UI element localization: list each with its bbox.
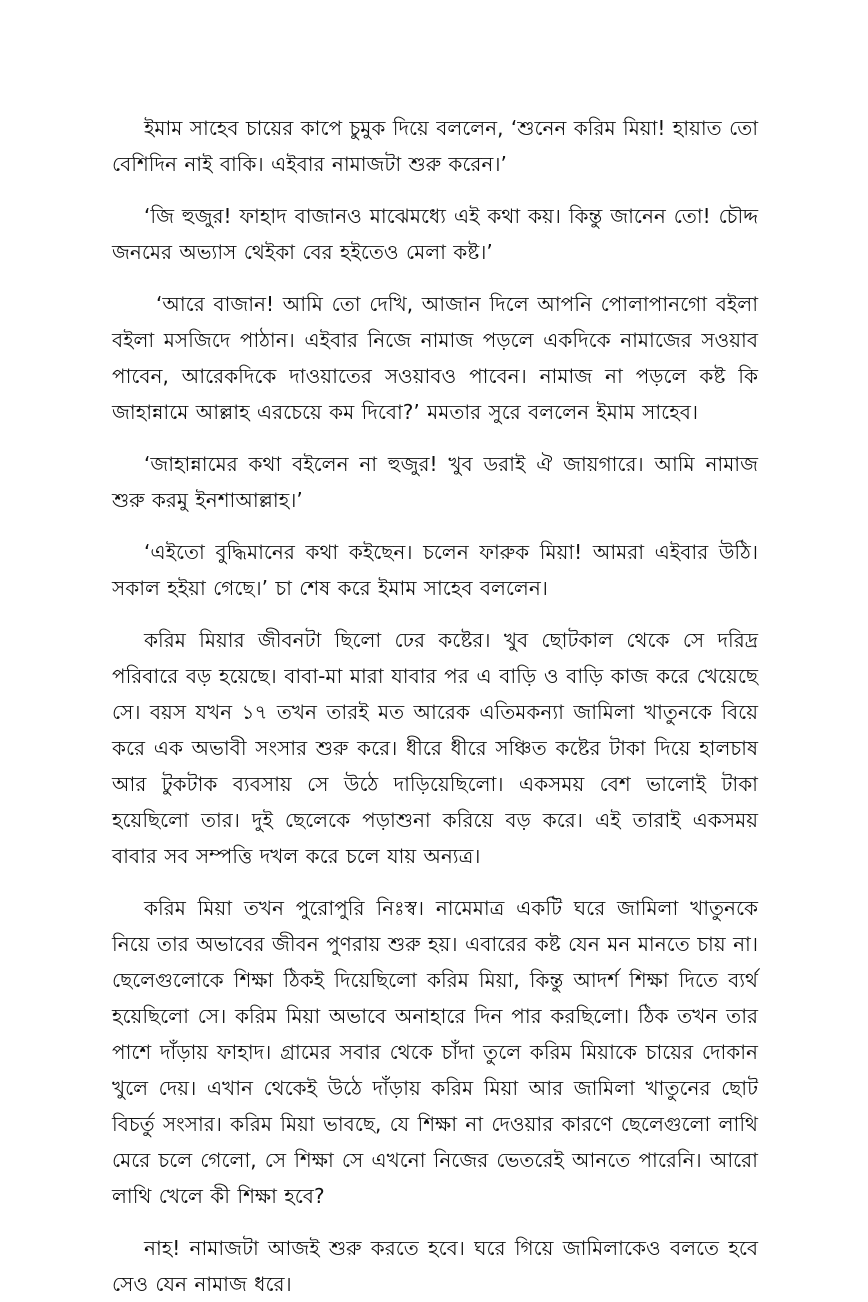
- paragraph-karim-backstory: করিম মিয়ার জীবনটা ছিলো ঢের কষ্টের। খুব ছোটকাল থেকে সে দরিদ্র পরিবারে বড় হয়েছে। বাবা-মা মারা যাবার পর এ বাড়ি ও বাড়ি কাজ করে খেয়েছে সে। বয়স যখন ১৭ তখন তারই মত আরেক এতিমকন্যা জামিলা খাতুনকে বিয়ে করে এক অভাবী সংসার শুরু করে। ধীরে ধীরে সঞ্চিত কষ্টের টাকা দিয়ে হালচাষ আর টুকটাক ব্যবসায় সে উঠে দাড়িয়েছিলো। একসময় বেশ ভালোই টাকা হয়েছিলো তার। দুই ছেলেকে পড়াশুনা করিয়ে বড় করে। এই তারাই একসময় বাবার সব সম্পত্তি দখল করে চলে যায় অন্যত্র।: [112, 628, 758, 868]
- paragraph-karim-reply: ‘জি হুজুর! ফাহাদ বাজানও মাঝেমধ্যে এই কথা কয়। কিন্তু জানেন তো! চৌদ্দ জনমের অভ্যাস থেইকা বের হইতেও মেলা কষ্ট।’: [112, 204, 758, 264]
- paragraph-karim-destitute: করিম মিয়া তখন পুরোপুরি নিঃস্ব। নামেমাত্র একটি ঘরে জামিলা খাতুনকে নিয়ে তার অভাবের জীবন পুণরায় শুরু হয়। এবারের কষ্ট যেন মন মানতে চায় না। ছেলেগুলোকে শিক্ষা ঠিকই দিয়েছিলো করিম মিয়া, কিন্তু আদর্শ শিক্ষা দিতে ব্যর্থ হয়েছিলো সে। করিম মিয়া অভাবে অনাহারে দিন পার করছিলো। ঠিক তখন তার পাশে দাঁড়ায় ফাহাদ। গ্রামের সবার থেকে চাঁদা তুলে করিম মিয়াকে চায়ের দোকান খুলে দেয়। এখান থেকেই উঠে দাঁড়ায় করিম মিয়া আর জামিলা খাতুনের ছোট বিচর্তু সংসার। করিম মিয়া ভাবছে, যে শিক্ষা না দেওয়ার কারণে ছেলেগুলো লাথি মেরে চলে গেলো, সে শিক্ষা সে এখনো নিজের ভেতরেই আনতে পারেনি। আরো লাথি খেলে কী শিক্ষা হবে?: [112, 896, 758, 1208]
- paragraph-karim-decision: নাহ! নামাজটা আজই শুরু করতে হবে। ঘরে গিয়ে জামিলাকেও বলতে হবে সেও যেন নামাজ ধরে।: [112, 1236, 758, 1296]
- paragraph-karim-promise: ‘জাহান্নামের কথা বইলেন না হুজুর! খুব ডরাই ঐ জায়গারে। আমি নামাজ শুরু করমু ইনশাআল্লাহ।’: [112, 452, 758, 512]
- paragraph-imam-leaves: ‘এইতো বুদ্ধিমানের কথা কইছেন। চলেন ফারুক মিয়া! আমরা এইবার উঠি। সকাল হইয়া গেছে।’ চা শেষ করে ইমাম সাহেব বললেন।: [112, 540, 758, 600]
- paragraph-imam-advice: ইমাম সাহেব চায়ের কাপে চুমুক দিয়ে বললেন, ‘শুনেন করিম মিয়া! হায়াত তো বেশিদিন নাই বাকি। এইবার নামাজটা শুরু করেন।’: [112, 116, 758, 176]
- paragraph-imam-explains: ‘আরে বাজান! আমি তো দেখি, আজান দিলে আপনি পোলাপানগো বইলা বইলা মসজিদে পাঠান। এইবার নিজে নামাজ পড়লে একদিকে নামাজের সওয়াব পাবেন, আরেকদিকে দাওয়াতের সওয়াবও পাবেন। নামাজ না পড়লে কষ্ট কি জাহান্নামে আল্লাহ এরচেয়ে কম দিবো?’ মমতার সুরে বললেন ইমাম সাহেব।: [112, 292, 758, 424]
